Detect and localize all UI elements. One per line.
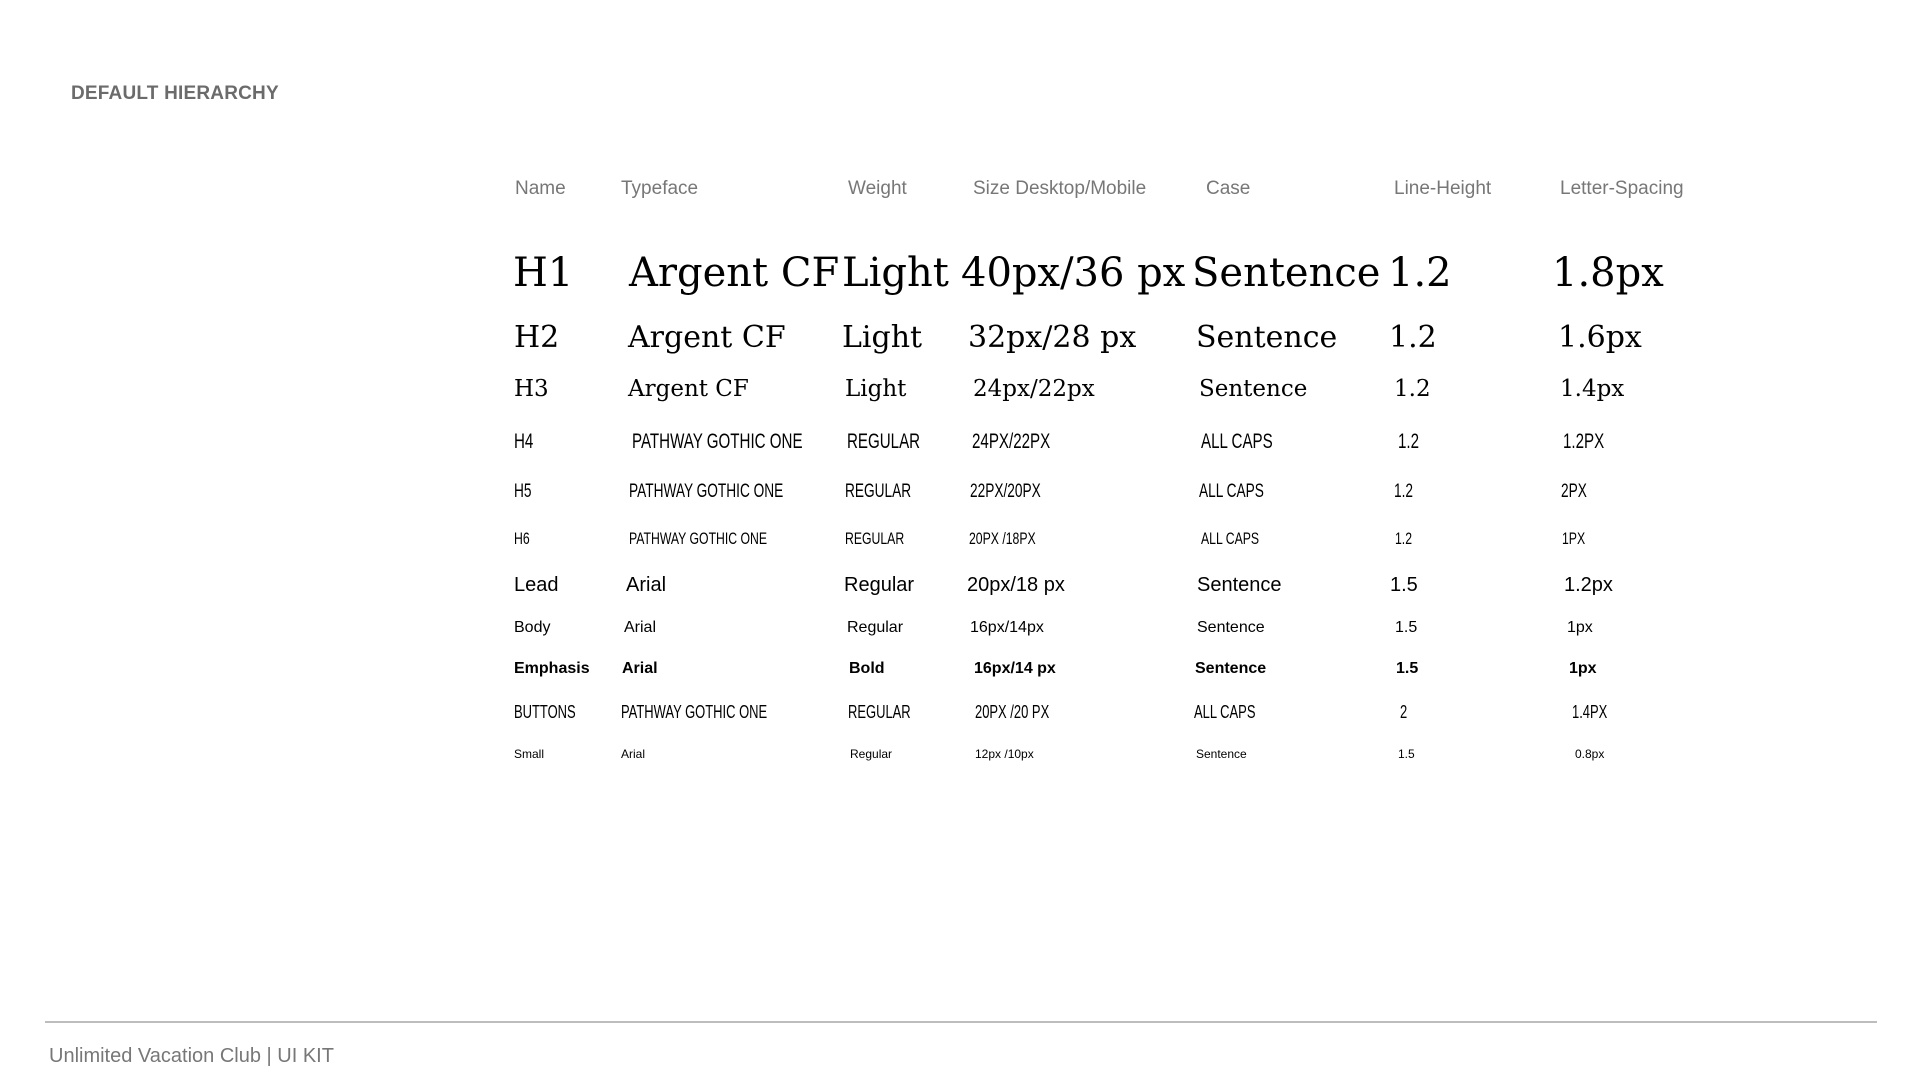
row-typeface: Arial	[622, 660, 658, 677]
row-line-height: 1.2	[1394, 481, 1414, 502]
row-name: BUTTONS	[514, 702, 576, 722]
row-letter-spacing: 1.8px	[1552, 250, 1664, 296]
row-weight: Regular	[850, 747, 893, 761]
row-case: Sentence	[1197, 619, 1265, 636]
header-typeface: Typeface	[621, 178, 699, 199]
row-weight: REGULAR	[845, 529, 905, 548]
row-line-height: 1.2	[1389, 320, 1437, 355]
row-size: 24px/22px	[973, 376, 1095, 402]
row-typeface: Arial	[626, 574, 667, 596]
row-typeface: PATHWAY GOTHIC ONE	[629, 529, 768, 548]
row-line-height: 1.2	[1394, 376, 1431, 402]
footer	[49, 1045, 334, 1068]
row-line-height: 2	[1400, 702, 1408, 722]
row-case: ALL CAPS	[1201, 430, 1273, 453]
row-typeface: Argent CF	[628, 376, 749, 402]
row-weight: REGULAR	[848, 702, 911, 722]
row-letter-spacing: 1.4px	[1560, 376, 1625, 402]
row-name: H3	[514, 376, 549, 402]
footer-separator: |	[260, 1045, 278, 1067]
row-line-height: 1.2	[1395, 529, 1413, 548]
row-line-height: 1.5	[1398, 747, 1415, 761]
footer-brand: Unlimited Vacation Club	[49, 1045, 261, 1067]
row-typeface: PATHWAY GOTHIC ONE	[629, 481, 784, 502]
row-typeface: Argent CF	[628, 320, 786, 355]
table-header	[0, 178, 1920, 202]
row-size: 16px/14px	[970, 619, 1044, 636]
row-weight: Light	[845, 376, 907, 402]
row-letter-spacing: 2PX	[1561, 481, 1587, 502]
row-typeface: PATHWAY GOTHIC ONE	[632, 430, 803, 453]
row-typeface: Arial	[621, 747, 646, 761]
row-size: 22PX/20PX	[970, 481, 1041, 502]
row-weight: Light	[842, 320, 923, 355]
row-letter-spacing: 1.4PX	[1572, 702, 1608, 722]
row-typeface: Argent CF	[629, 250, 840, 296]
row-case: Sentence	[1199, 376, 1308, 402]
row-size: 20PX /18PX	[969, 529, 1036, 548]
row-size: 20px/18 px	[967, 574, 1065, 596]
row-name: H6	[514, 529, 530, 548]
row-letter-spacing: 0.8px	[1575, 747, 1605, 761]
section-title: DEFAULT HIERARCHY	[71, 83, 279, 104]
row-weight: Regular	[844, 574, 915, 596]
row-line-height: 1.5	[1396, 660, 1419, 677]
row-name: Emphasis	[514, 660, 590, 677]
row-weight: Bold	[849, 660, 885, 677]
row-case: ALL CAPS	[1199, 481, 1264, 502]
row-name: H1	[513, 250, 574, 296]
row-size: 40px/36 px	[961, 250, 1186, 296]
row-line-height: 1.5	[1390, 574, 1418, 596]
row-case: Sentence	[1192, 250, 1381, 296]
header-name: Name	[515, 178, 566, 199]
row-case: ALL CAPS	[1201, 529, 1260, 548]
row-name: H2	[514, 320, 560, 355]
row-size: 20PX /20 PX	[975, 702, 1050, 722]
row-line-height: 1.5	[1395, 619, 1418, 636]
row-size: 32px/28 px	[968, 320, 1137, 355]
row-weight: Light	[842, 250, 949, 296]
row-weight: REGULAR	[847, 430, 921, 453]
header-line-height: Line-Height	[1394, 178, 1492, 199]
row-name: H5	[514, 481, 532, 502]
row-typeface: PATHWAY GOTHIC ONE	[621, 702, 768, 722]
row-name: Body	[514, 619, 551, 636]
row-case: Sentence	[1197, 574, 1282, 596]
row-name: Small	[514, 747, 545, 761]
footer-divider	[45, 1021, 1877, 1023]
footer-label: UI KIT	[277, 1045, 334, 1067]
row-line-height: 1.2	[1388, 250, 1452, 296]
row-size: 12px /10px	[975, 747, 1034, 761]
row-line-height: 1.2	[1398, 430, 1420, 453]
row-letter-spacing: 1PX	[1562, 529, 1586, 548]
row-size: 24PX/22PX	[972, 430, 1051, 453]
row-name: Lead	[514, 574, 559, 596]
row-case: Sentence	[1195, 660, 1267, 677]
row-size: 16px/14 px	[974, 660, 1056, 677]
row-letter-spacing: 1.2PX	[1563, 430, 1605, 453]
header-size: Size Desktop/Mobile	[973, 178, 1147, 199]
row-case: ALL CAPS	[1194, 702, 1256, 722]
row-name: H4	[514, 430, 534, 453]
row-typeface: Arial	[624, 619, 657, 636]
header-weight: Weight	[848, 178, 907, 199]
header-letter-spacing: Letter-Spacing	[1560, 178, 1684, 199]
row-case: Sentence	[1196, 747, 1247, 761]
row-weight: Regular	[847, 619, 904, 636]
header-case: Case	[1206, 178, 1251, 199]
row-letter-spacing: 1px	[1569, 660, 1597, 677]
row-case: Sentence	[1196, 320, 1338, 355]
row-letter-spacing: 1.2px	[1564, 574, 1613, 596]
row-weight: REGULAR	[845, 481, 912, 502]
row-letter-spacing: 1px	[1567, 619, 1593, 636]
row-letter-spacing: 1.6px	[1558, 320, 1642, 355]
